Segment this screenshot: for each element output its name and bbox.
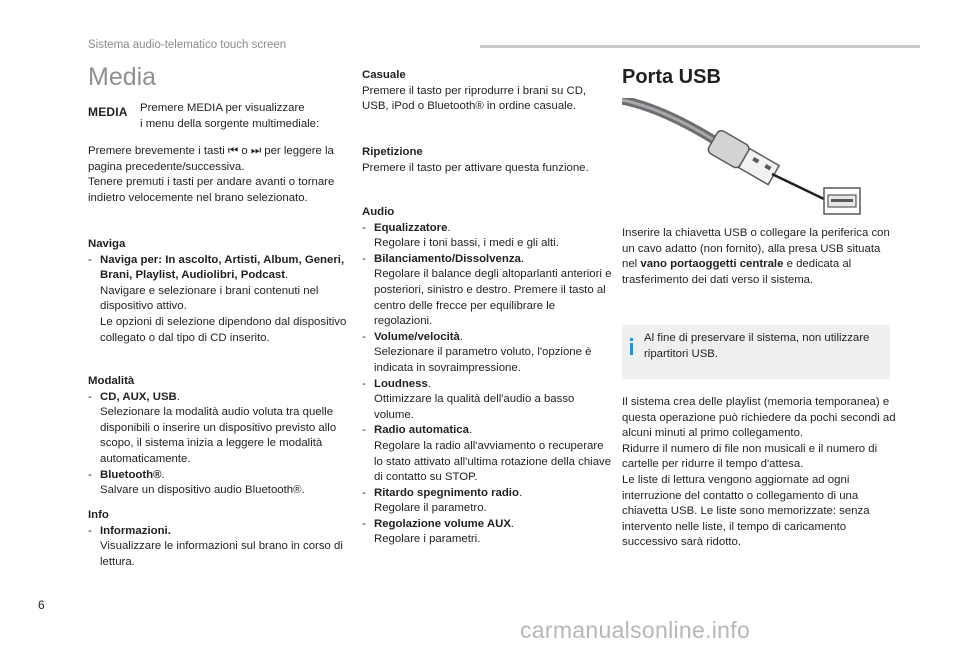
audio-item-text: Regolare la radio all'avviamento o recuperare lo stato attivato all'ultima rotazione della chiave di contatto su STOP. [374,439,612,484]
naviga-section [88,237,350,346]
media-press-block [88,144,350,206]
usb-title: Porta USB [622,66,721,88]
media-title: Media [88,63,157,91]
casuale-title: Casuale [362,69,406,81]
modalita-item2-text: Salvare un dispositivo audio Bluetooth®. [100,484,305,497]
audio-item-title: Equalizzatore [374,221,448,234]
usb-intro-bold: vano portaoggetti centrale [640,258,784,271]
note-text: Al fine di preservare il sistema, non utilizzare ripartitori USB. [644,332,870,360]
casuale-text: Premere il tasto per riprodurre i brani su CD, USB, iPod o Bluetooth® in ordine casuale. [362,84,587,113]
audio-item-title: Loudness [374,377,428,390]
naviga-title: Naviga [88,238,126,250]
audio-list [362,221,612,548]
info-section [88,508,350,570]
usb-plug [707,129,781,187]
audio-item: - Ritardo spegnimento radio. Regolare il parametro. [362,486,612,517]
naviga-item-text1: Navigare e selezionare i brani contenuti nel dispositivo attivo. [100,284,319,313]
dash: - [88,253,92,266]
media-intro-line2: i menu della sorgente multimediale: [140,117,320,130]
info-item-title: Informazioni. [100,524,171,537]
hold-text: Tenere premuti i tasti per andare avanti o tornare indietro velocemente nel brano selezionato. [88,176,335,204]
running-header: Sistema audio-telematico touch screen [88,39,287,51]
usb-intro [622,226,897,288]
modalita-item1-title: CD, AUX, USB [100,390,177,403]
audio-item-text: Regolare i parametri. [374,533,481,546]
header-rule [480,45,920,48]
modalita-item-1: - CD, AUX, USB. Selezionare la modalità audio voluta tra quelle disponibili o inserire un dispositivo previsto allo scopo, il sistema inizia a leggere le modalità automaticamente. [88,390,350,468]
info-title: Info [88,509,109,521]
modalita-section [88,374,350,499]
modalita-title: Modalità [88,375,135,387]
press-text: Premere brevemente i tasti ⏮ o ⏭ per leggere la pagina precedente/successiva. [88,145,334,173]
usb-text1: Il sistema crea delle playlist (memoria temporanea) e questa operazione può richiedere da pochi secondi ad alcuni minuti al primo collegamento. [622,396,896,440]
audio-title: Audio [362,206,395,218]
audio-item: - Loudness. Ottimizzare la qualità dell'audio a basso volume. [362,377,612,424]
audio-item-title: Regolazione volume AUX [374,517,511,530]
info-item-text: Visualizzare le informazioni sul brano in corso di lettura. [100,540,343,568]
audio-item: - Radio automatica. Regolare la radio all'avviamento o recuperare lo stato attivato all'ultima rotazione della chiave di contatto su STOP. [362,423,612,485]
naviga-item: - Naviga per: In ascolto, Artisti, Album, Generi, Brani, Playlist, Audiolibri, Podcast. Navigare e selezionare i brani contenuti nel dispositivo attivo. Le opzioni di selezione dipendono dal dispositivo collegato o dal tipo di CD inserito. [88,253,350,347]
audio-item: - Bilanciamento/Dissolvenza. Regolare il balance degli altoparlanti anteriori e posteriori, sinistro e destro. Premere il tasto al centro delle frecce per equilibrare le regolazioni. [362,252,612,330]
audio-item: - Equalizzatore. Regolare i toni bassi, i medi e gli alti. [362,221,612,252]
media-intro-line1: Premere MEDIA per visualizzare [140,102,305,114]
ripetizione-section [362,145,612,176]
usb-cable [622,100,714,140]
usb-intro-pre: Inserire la chiavetta USB o collegare la periferica con un cavo adatto (non fornito), alla presa USB situata nel [622,227,890,271]
usb-plug-illustration [622,98,872,220]
info-item: - Informazioni. Visualizzare le informazioni sul brano in corso di lettura. [88,524,350,571]
audio-item-text: Ottimizzare la qualità dell'audio a basso volume. [374,393,575,421]
media-key-icon: MEDIA [88,105,128,119]
watermark: carmanualsonline.info [520,617,751,643]
modalita-item2-title: Bluetooth® [100,468,162,481]
usb-intro-post: e dedicata al trasferimento dei dati verso il sistema. [622,258,852,286]
page-number: 6 [38,598,45,612]
ripetizione-text: Premere il tasto per attivare questa funzione. [362,161,589,174]
audio-item: - Regolazione volume AUX. Regolare i parametri. [362,517,612,548]
audio-item-title: Bilanciamento/Dissolvenza [374,252,521,265]
modalita-item1-text: Selezionare la modalità audio voluta tra quelle disponibili o inserire un dispositivo previsto allo scopo, il sistema inizia a leggere le modalità automaticamente. [100,406,337,465]
note-box [622,325,890,379]
pointer-line [772,174,826,200]
usb-details [622,395,897,551]
audio-item-text: Regolare il balance degli altoparlanti anteriori e posteriori, sinistro e destro. Premere il tasto al centro delle frecce per equilibrare le regolazioni. [374,268,612,328]
naviga-item-title: Naviga per: In ascolto, Artisti, Album, Generi, Brani, Playlist, Audiolibri, Podcast [100,253,345,282]
audio-item: - Volume/velocità. Selezionare il parametro voluto, l'opzione è indicata in sovraimpressione. [362,330,612,377]
media-intro [140,101,350,132]
casuale-section [362,68,612,115]
audio-item-text: Regolare il parametro. [374,502,487,515]
info-icon [622,334,644,358]
audio-item-title: Ritardo spegnimento radio [374,486,519,499]
audio-item-text: Selezionare il parametro voluto, l'opzione è indicata in sovraimpressione. [374,346,592,374]
audio-item-title: Volume/velocità [374,330,460,343]
naviga-item-text2: Le opzioni di selezione dipendono dal dispositivo collegato o dal tipo di CD inserito. [100,315,347,344]
usb-text3: Le liste di lettura vengono aggiornate ad ogni interruzione del contatto o collegamento di una chiavetta USB. Le liste sono memorizzate: senza intervento nelle liste, il tempo di caricamento successivo sarà ridotto. [622,473,870,549]
audio-item-title: Radio automatica [374,424,469,437]
ripetizione-title: Ripetizione [362,146,423,158]
audio-item-text: Regolare i toni bassi, i medi e gli alti. [374,237,559,250]
audio-section [362,205,612,548]
modalita-item-2: - Bluetooth®. Salvare un dispositivo audio Bluetooth®. [88,468,350,499]
usb-text2: Ridurre il numero di file non musicali e il numero di cartelle per ridurre il tempo d'attesa. [622,442,878,471]
